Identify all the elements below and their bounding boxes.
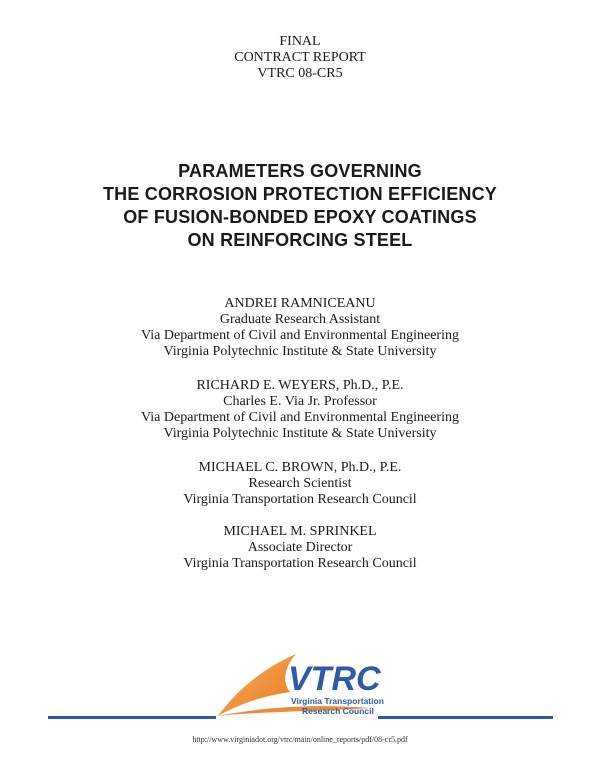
author-name: RICHARD E. WEYERS, Ph.D., P.E. xyxy=(196,378,404,393)
report-number: VTRC 08-CR5 xyxy=(257,66,343,81)
author-block-4 xyxy=(0,524,600,572)
logo-swoosh-shape xyxy=(218,654,296,716)
author-name: MICHAEL M. SPRINKEL xyxy=(223,524,377,539)
vtrc-logo xyxy=(0,640,600,730)
title-line-4: ON REINFORCING STEEL xyxy=(187,230,413,250)
report-title xyxy=(0,160,600,252)
author-name: MICHAEL C. BROWN, Ph.D., P.E. xyxy=(198,460,402,475)
logo-tagline-1: Virginia Transportation xyxy=(291,696,384,706)
report-header xyxy=(0,34,600,82)
author-org: Virginia Transportation Research Council xyxy=(183,556,417,571)
author-org: Virginia Transportation Research Council xyxy=(183,492,417,507)
author-role: Charles E. Via Jr. Professor xyxy=(223,394,377,409)
author-dept: Via Department of Civil and Environmental Engineering xyxy=(141,410,459,425)
logo-tagline-2: Research Council xyxy=(302,706,374,716)
title-line-2: THE CORROSION PROTECTION EFFICIENCY xyxy=(102,184,498,204)
author-dept: Via Department of Civil and Environmental Engineering xyxy=(141,328,459,343)
author-block-1 xyxy=(0,296,600,360)
vtrc-logo-graphic xyxy=(0,640,600,730)
logo-acronym: VTRC xyxy=(288,660,381,698)
author-org: Virginia Polytechnic Institute & State University xyxy=(163,426,437,441)
author-org: Virginia Polytechnic Institute & State University xyxy=(163,344,437,359)
author-block-2 xyxy=(0,378,600,442)
author-role: Research Scientist xyxy=(248,476,352,491)
author-block-3 xyxy=(0,460,600,508)
title-line-3: OF FUSION-BONDED EPOXY COATINGS xyxy=(123,207,477,227)
footer-url: http://www.virginiadot.org/vtrc/main/online_reports/pdf/08-cr5.pdf xyxy=(192,735,408,744)
report-type-contract: CONTRACT REPORT xyxy=(234,50,366,65)
title-line-1: PARAMETERS GOVERNING xyxy=(178,161,422,181)
author-name: ANDREI RAMNICEANU xyxy=(224,296,376,311)
author-role: Graduate Research Assistant xyxy=(219,312,381,327)
author-role: Associate Director xyxy=(247,540,353,555)
report-type-final: FINAL xyxy=(279,34,321,49)
